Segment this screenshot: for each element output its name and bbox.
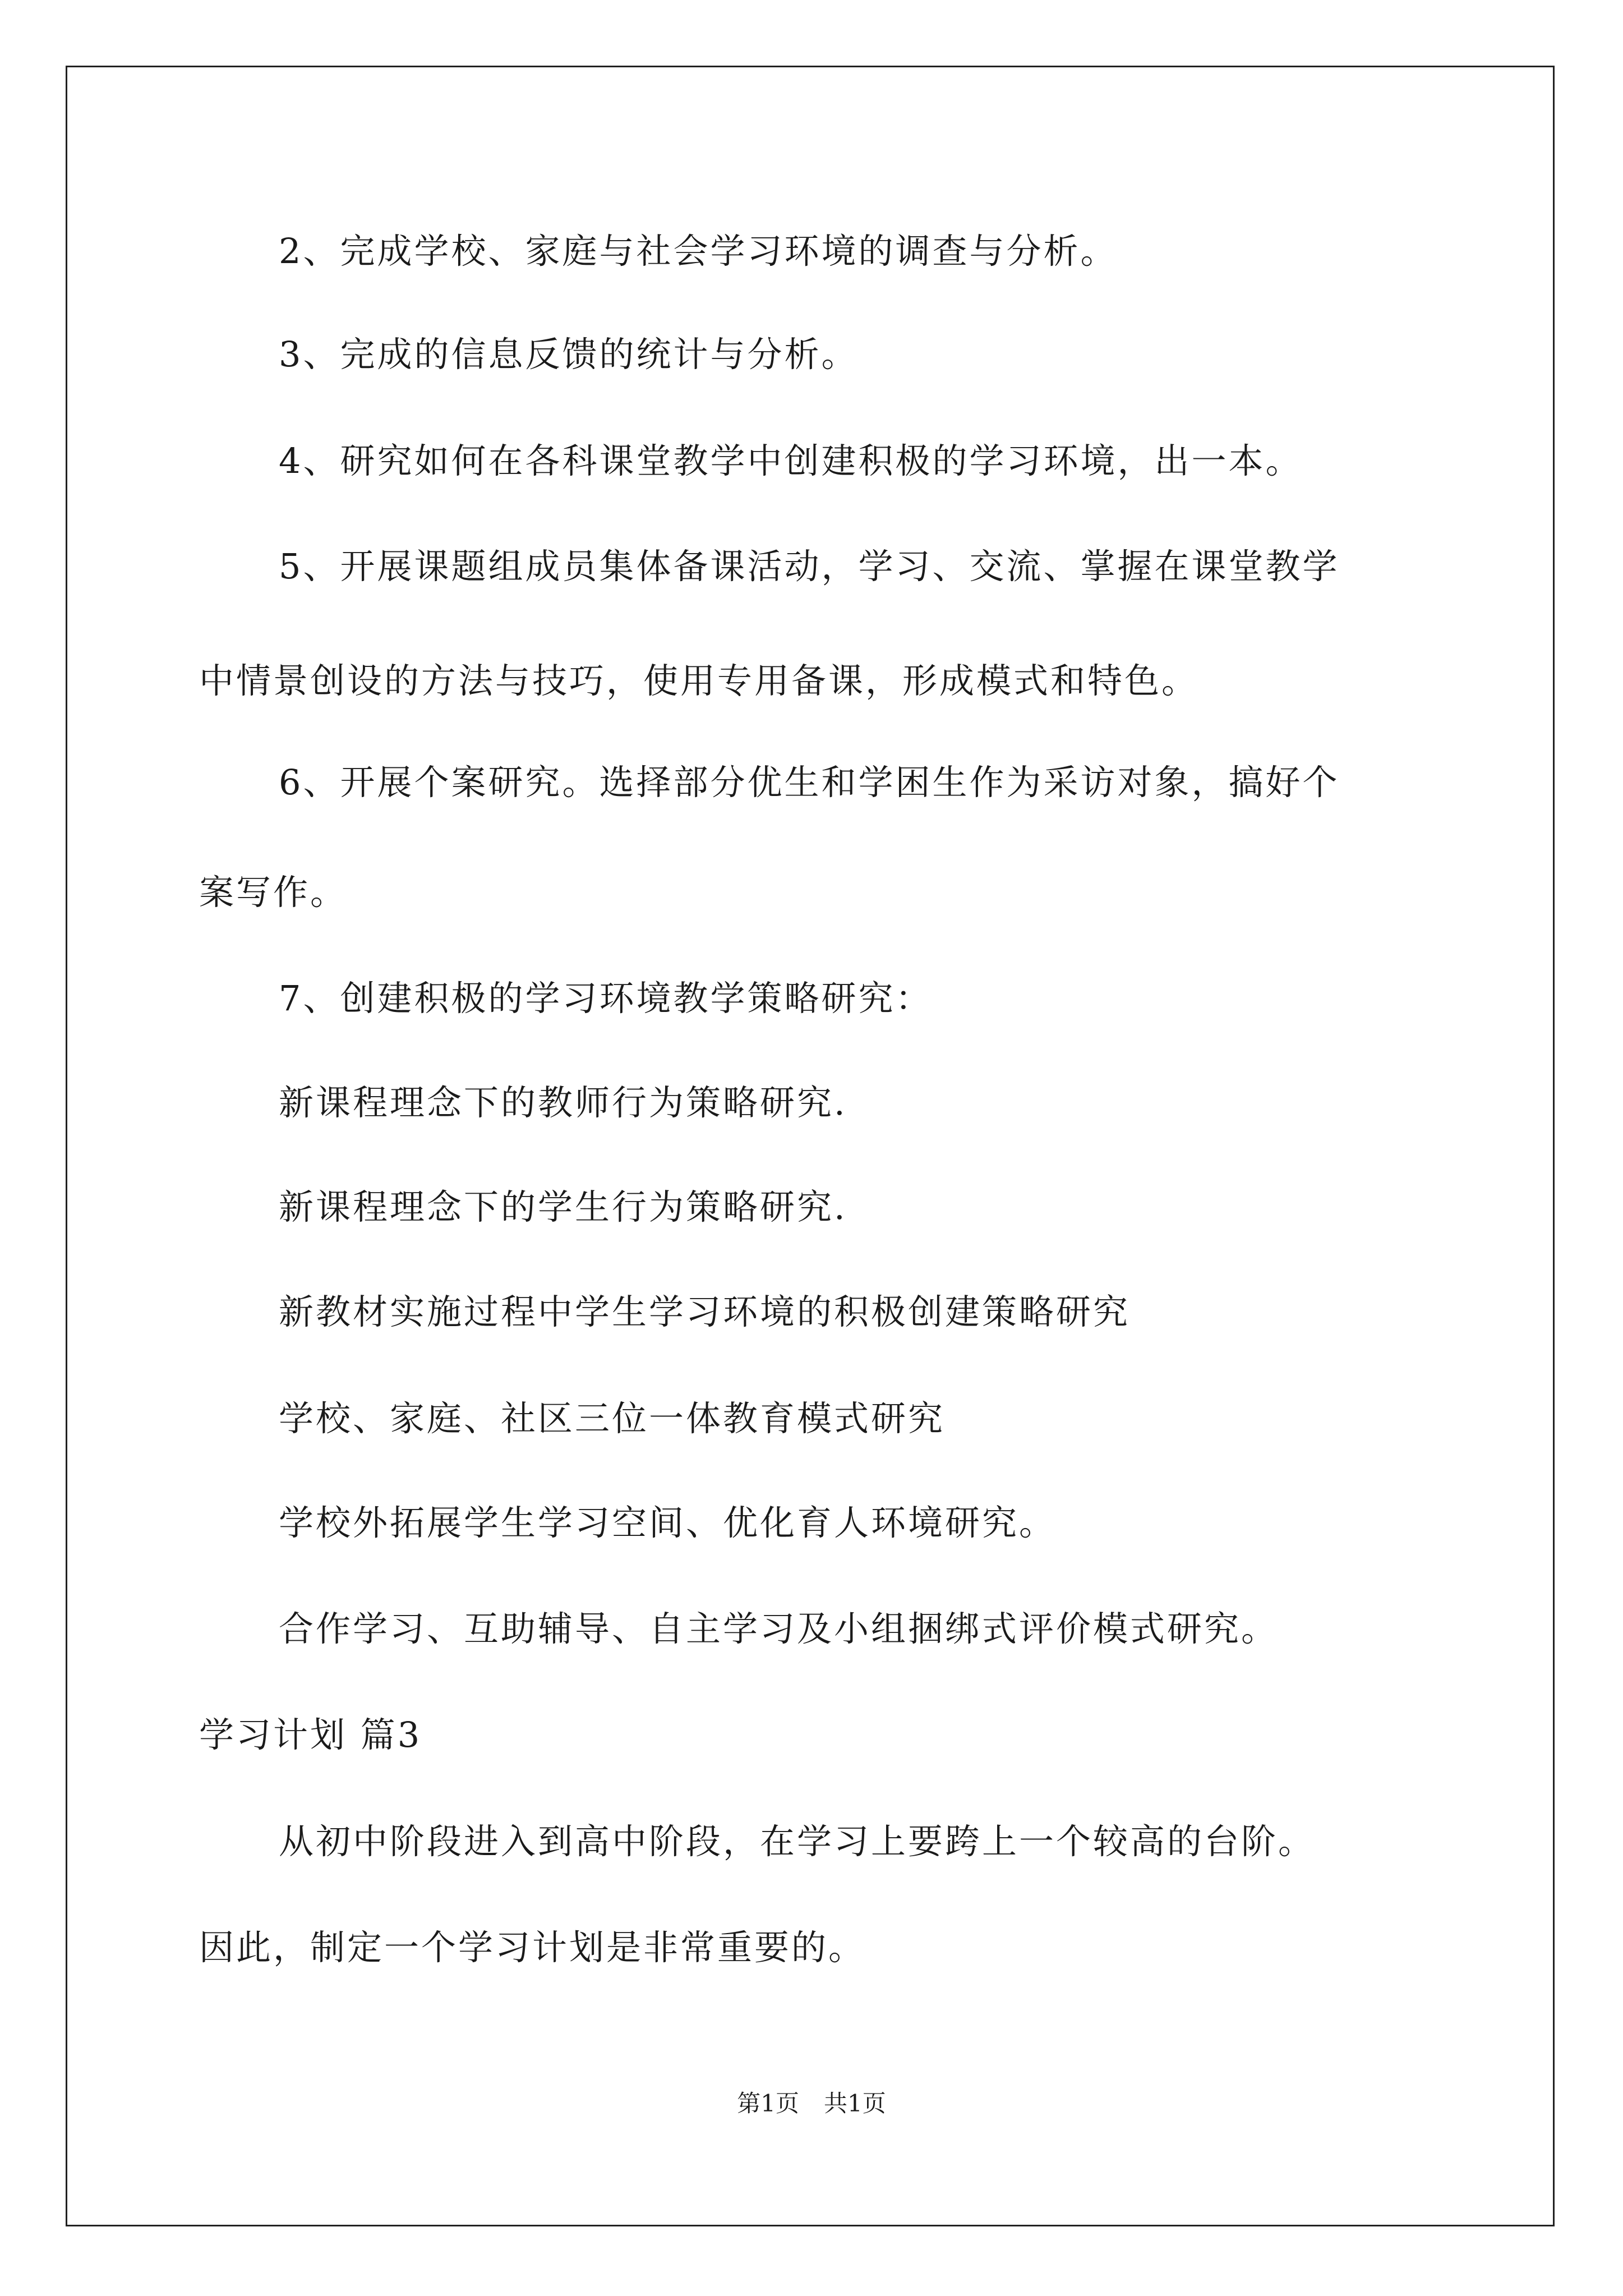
paragraph-line-8: 7、创建积极的学习环境教学策略研究： <box>279 978 933 1019</box>
paragraph-line-15: 从初中阶段进入到高中阶段，在学习上要跨上一个较高的台阶。 <box>279 1821 1316 1862</box>
paragraph-line-1: 2、完成学校、家庭与社会学习环境的调查与分析。 <box>279 231 1118 272</box>
paragraph-line-7: 案写作。 <box>199 872 348 913</box>
paragraph-line-12: 学校、家庭、社区三位一体教育模式研究 <box>279 1398 946 1439</box>
paragraph-line-9: 新课程理念下的教师行为策略研究. <box>279 1082 847 1123</box>
paragraph-line-13: 学校外拓展学生学习空间、优化育人环境研究。 <box>279 1502 1057 1543</box>
paragraph-line-4: 5、开展课题组成员集体备课活动，学习、交流、掌握在课堂教学 <box>279 546 1340 587</box>
paragraph-line-2: 3、完成的信息反馈的统计与分析。 <box>279 334 859 375</box>
section-heading: 学习计划 篇3 <box>199 1714 422 1755</box>
paragraph-line-16: 因此，制定一个学习计划是非常重要的。 <box>199 1927 866 1968</box>
paragraph-line-5: 中情景创设的方法与技巧，使用专用备课，形成模式和特色。 <box>199 660 1199 701</box>
page-footer <box>0 2088 1623 2119</box>
paragraph-line-3: 4、研究如何在各科课堂教学中创建积极的学习环境，出一本。 <box>279 440 1303 481</box>
paragraph-line-14: 合作学习、互助辅导、自主学习及小组捆绑式评价模式研究。 <box>279 1608 1279 1649</box>
paragraph-line-11: 新教材实施过程中学生学习环境的积极创建策略研究 <box>279 1291 1131 1332</box>
paragraph-line-6: 6、开展个案研究。选择部分优生和学困生作为采访对象，搞好个 <box>279 762 1340 803</box>
page-total: 共1页 <box>824 2090 886 2117</box>
page-border <box>66 66 1555 2226</box>
page-number: 第1页 <box>737 2090 799 2117</box>
paragraph-line-10: 新课程理念下的学生行为策略研究. <box>279 1186 847 1227</box>
